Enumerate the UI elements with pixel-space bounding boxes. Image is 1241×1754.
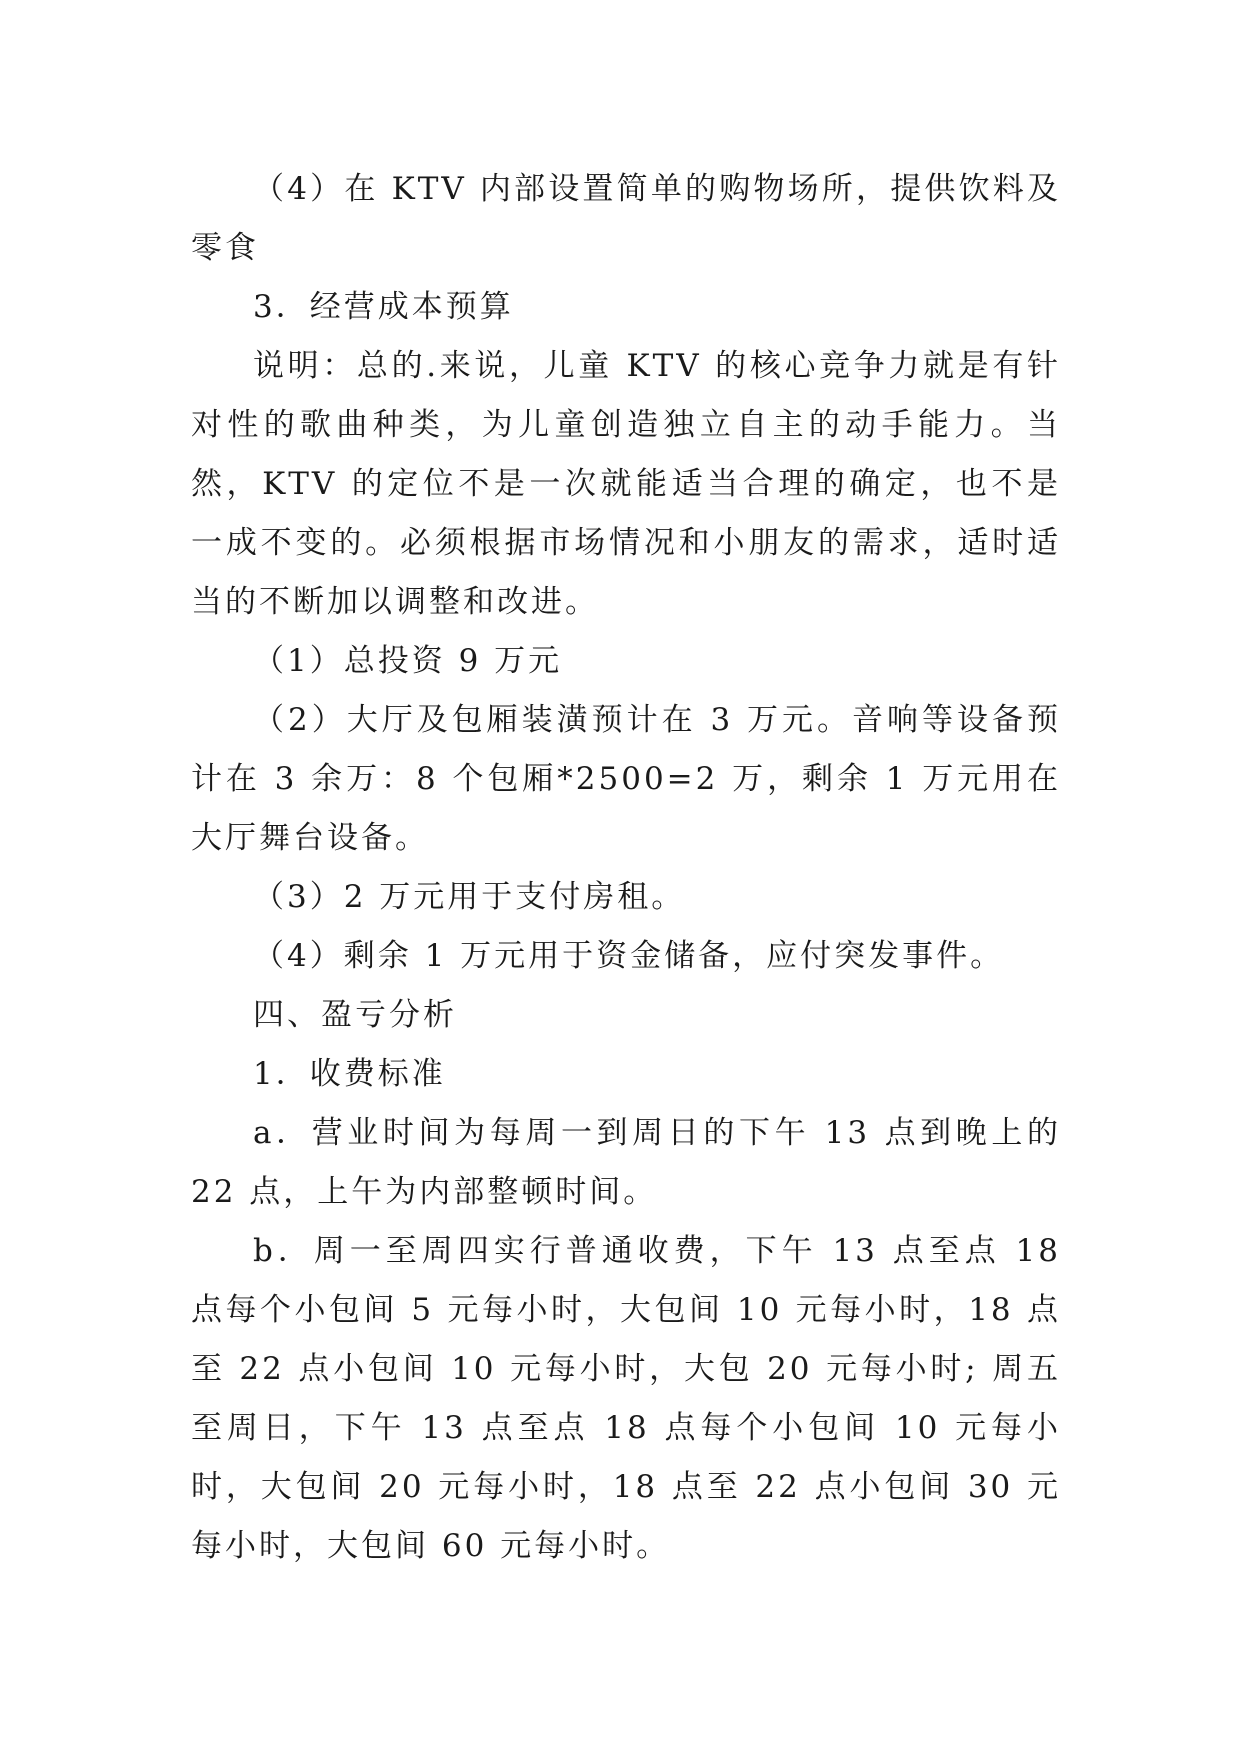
heading-fee-standard: 1．收费标准 xyxy=(253,1056,446,1092)
paragraph-pricing: b．周一至周四实行普通收费，下午 13 点至点 18 点每个小包间 5 元每小时，大包间 10 元每小时，18 点至 22 点小包间 10 元每小时，大包 20 元每小时; 周五至周日，下午 13 点至点 18 点每个小包间 10 元每小时，大包间 20 元每小时，18 点至 22 点小包间 30 元每小时，大包间 60 元每小时。 xyxy=(191,1233,1061,1564)
paragraph-explanation: 说明：总的.来说，儿童 KTV 的核心竞争力就是有针对性的歌曲种类，为儿童创造独立自主的动手能力。当然，KTV 的定位不是一次就能适当合理的确定，也不是一成不变的。必须根据市场情况和小朋友的需求，适时适当的不断加以调整和改进。 xyxy=(191,348,1061,620)
document-page xyxy=(191,160,1061,1576)
paragraph-shop-setup: （4）在 KTV 内部设置简单的购物场所，提供饮料及零食 xyxy=(191,171,1061,266)
paragraph-business-hours: a．营业时间为每周一到周日的下午 13 点到晚上的 22 点，上午为内部整顿时间。 xyxy=(191,1115,1061,1210)
paragraph-total-investment: （1）总投资 9 万元 xyxy=(253,643,563,679)
paragraph-reserve: （4）剩余 1 万元用于资金储备，应付突发事件。 xyxy=(253,938,1005,974)
paragraph-decoration-equipment: （2）大厅及包厢装潢预计在 3 万元。音响等设备预计在 3 余万：8 个包厢*2500=2 万，剩余 1 万元用在大厅舞台设备。 xyxy=(191,702,1061,856)
heading-profit-loss: 四、盈亏分析 xyxy=(253,997,457,1033)
heading-cost-budget: 3．经营成本预算 xyxy=(253,289,514,325)
paragraph-rent: （3）2 万元用于支付房租。 xyxy=(253,879,686,915)
